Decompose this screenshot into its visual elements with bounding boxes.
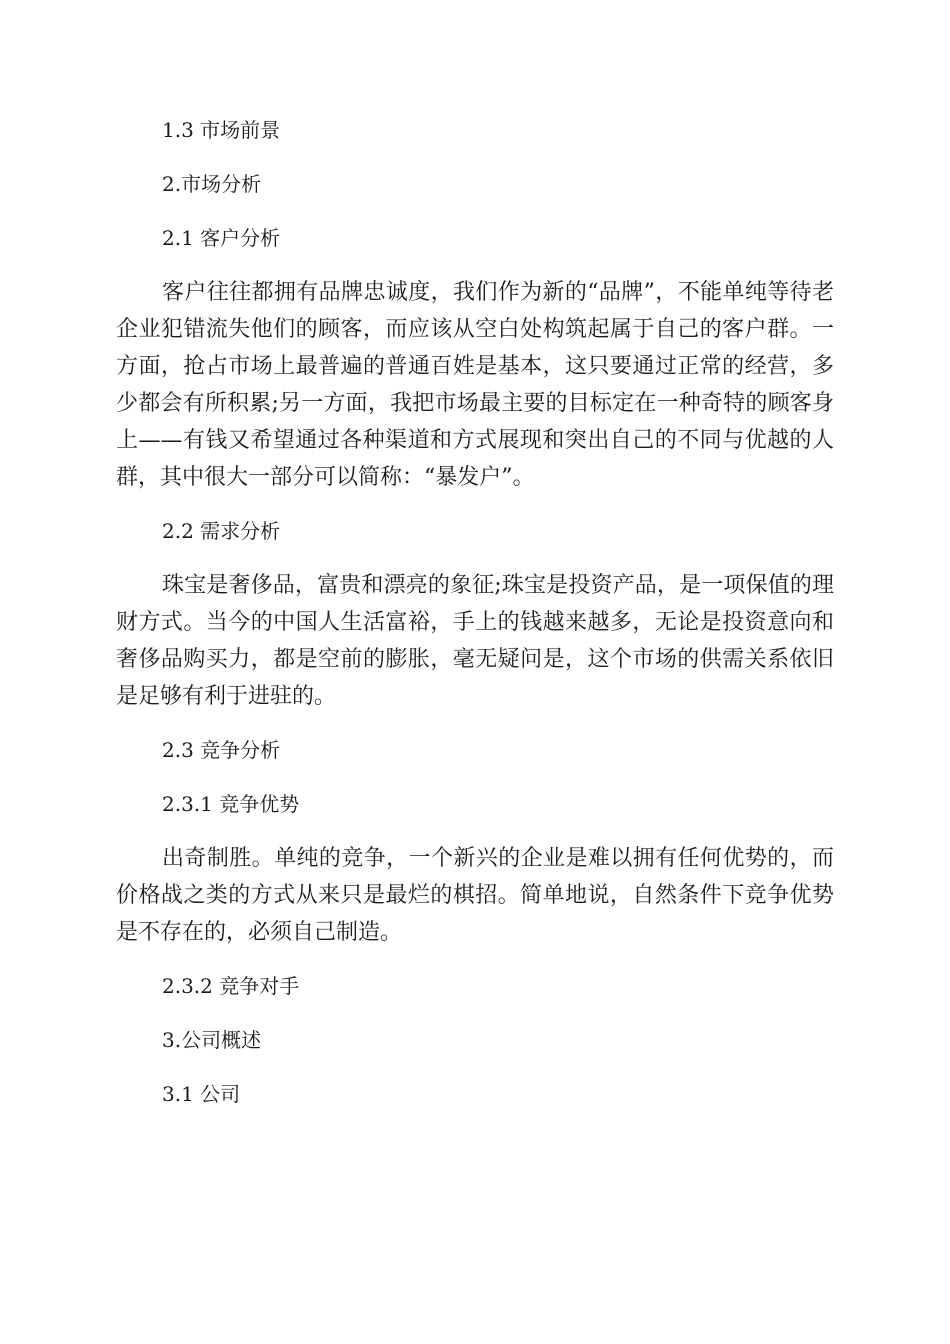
heading-2-1: 2.1 客户分析: [162, 226, 281, 250]
heading-2-2: 2.2 需求分析: [162, 519, 281, 543]
heading-2: 2.市场分析: [162, 172, 262, 196]
paragraph-competitive-advantage: 出奇制胜。单纯的竞争，一个新兴的企业是难以拥有任何优势的，而价格战之类的方式从来只是最烂的棋招。简单地说，自然条件下竞争优势是不存在的，必须自己制造。: [116, 846, 834, 945]
heading-1-3: 1.3 市场前景: [162, 118, 281, 142]
heading-2-3-1: 2.3.1 竞争优势: [162, 792, 300, 816]
document-body: [116, 112, 834, 1130]
heading-2-3-2: 2.3.2 竞争对手: [162, 974, 300, 998]
heading-3-1: 3.1 公司: [162, 1082, 241, 1106]
paragraph-customer-analysis: 客户往往都拥有品牌忠诚度，我们作为新的“品牌”，不能单纯等待老企业犯错流失他们的顾客，而应该从空白处构筑起属于自己的客户群。一方面，抢占市场上最普遍的普通百姓是基本，这只要通过正常的经营，多少都会有所积累;另一方面，我把市场最主要的目标定在一种奇特的顾客身上——有钱又希望通过各种渠道和方式展现和突出自己的不同与优越的人群，其中很大一部分可以简称：“暴发户”。: [116, 280, 834, 490]
heading-2-3: 2.3 竞争分析: [162, 738, 281, 762]
paragraph-demand-analysis: 珠宝是奢侈品，富贵和漂亮的象征;珠宝是投资产品，是一项保值的理财方式。当今的中国人生活富裕，手上的钱越来越多，无论是投资意向和奢侈品购买力，都是空前的膨胀，毫无疑问是，这个市场的供需关系依旧是足够有利于进驻的。: [116, 573, 834, 709]
heading-3: 3.公司概述: [162, 1028, 262, 1052]
